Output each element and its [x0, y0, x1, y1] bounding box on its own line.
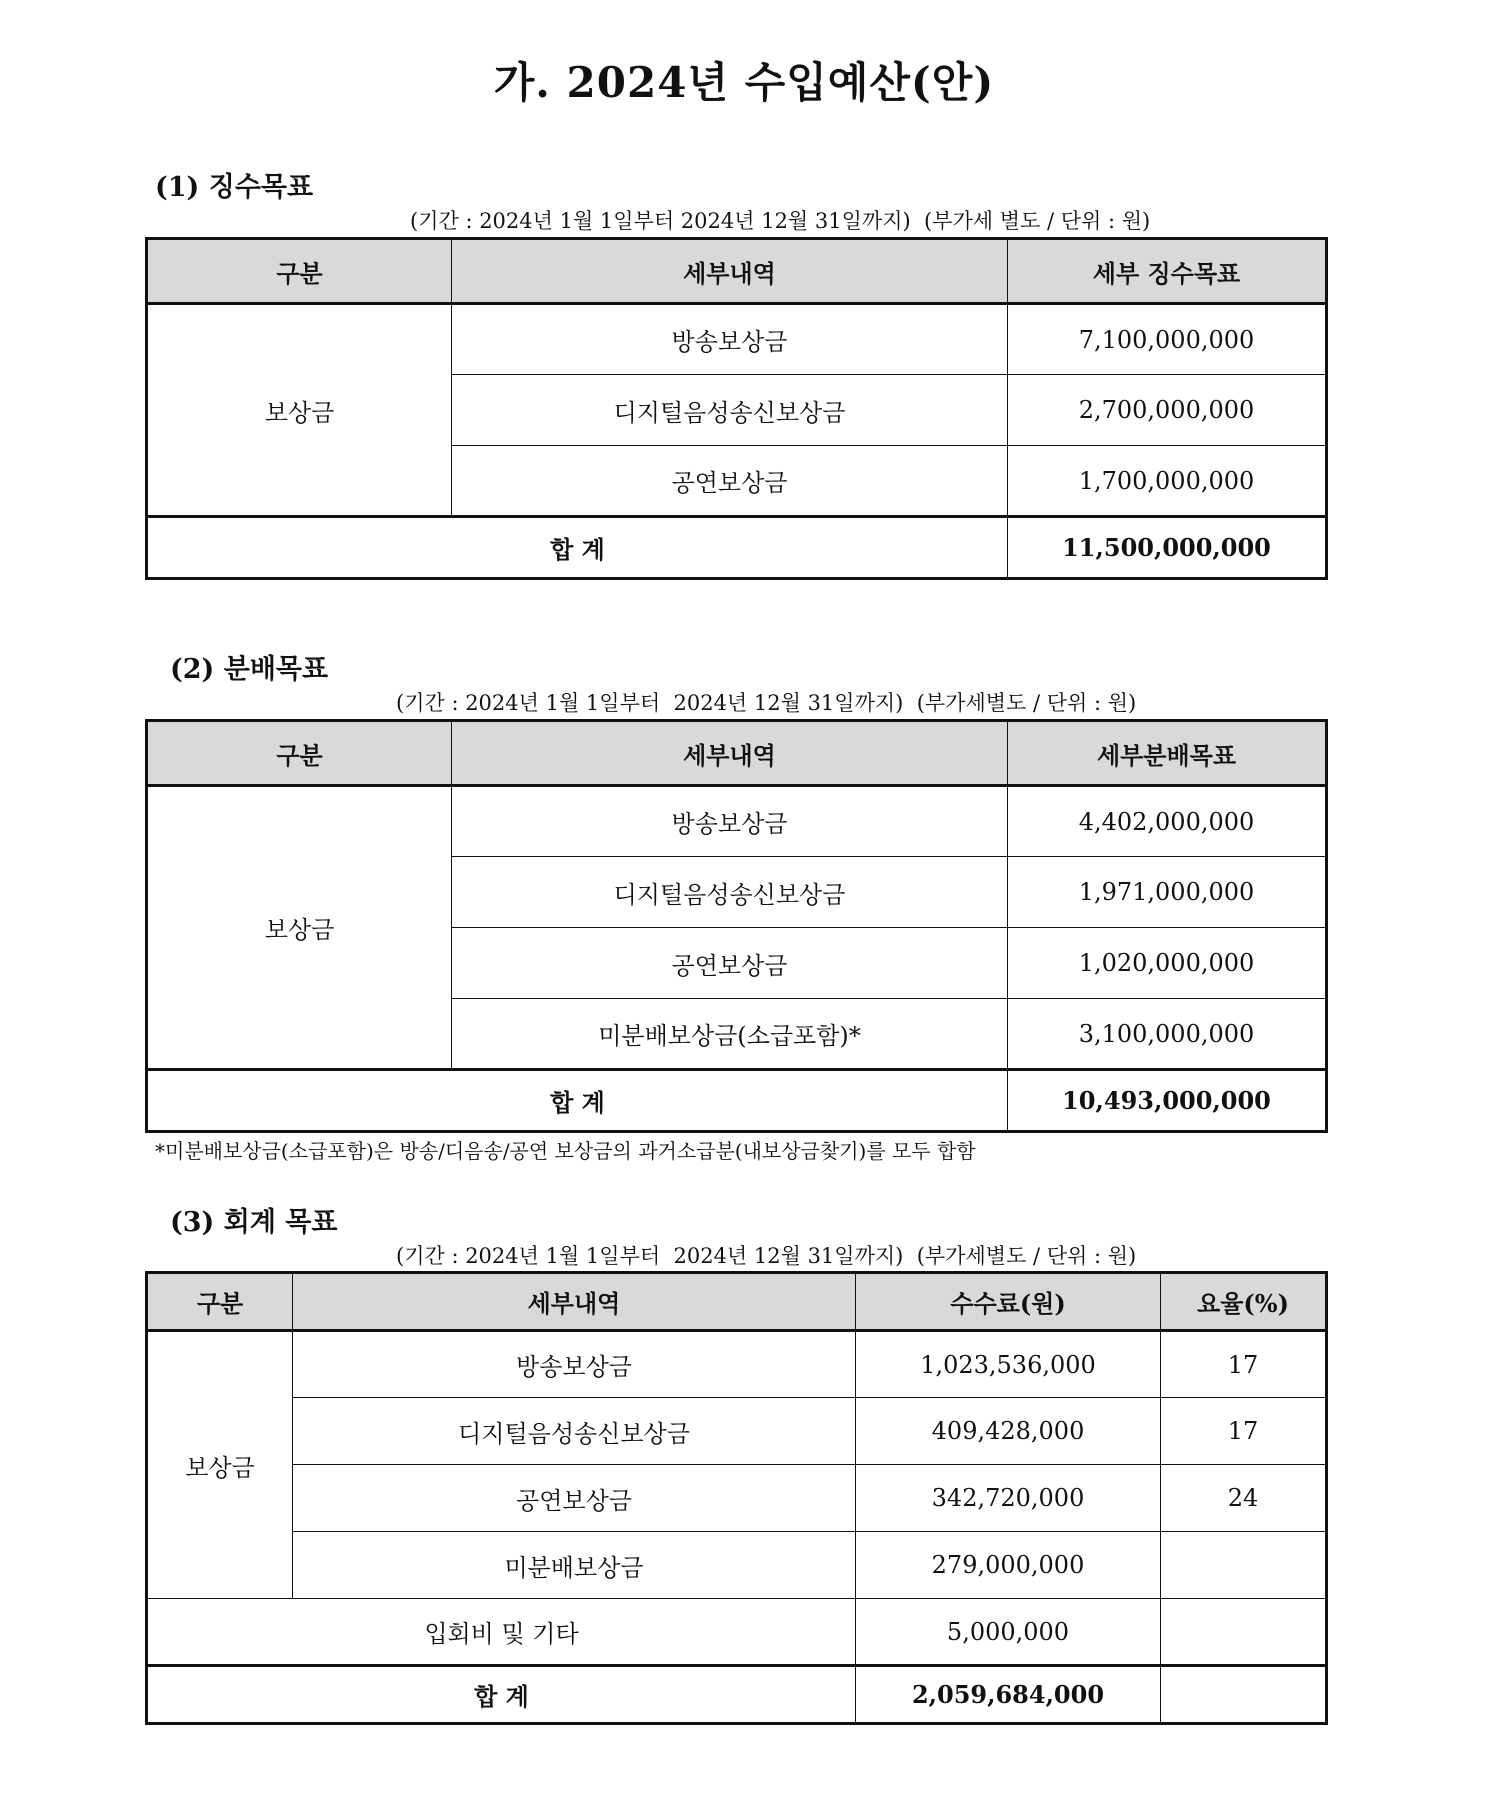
table-row	[147, 1532, 1327, 1599]
total-fee: 2,059,684,000	[856, 1666, 1161, 1724]
document-title: 가. 2024년 수입예산(안)	[493, 58, 995, 107]
rate-cell: 17	[1161, 1331, 1327, 1398]
other-fee: 5,000,000	[856, 1599, 1161, 1666]
amount-cell: 1,020,000,000	[1008, 928, 1327, 999]
section3-heading: (3) 회계 목표	[170, 1207, 338, 1238]
table-row	[147, 1331, 1327, 1398]
fee-cell: 409,428,000	[856, 1398, 1161, 1465]
detail-cell: 방송보상금	[293, 1331, 856, 1398]
detail-cell: 디지털음성송신보상금	[452, 857, 1008, 928]
detail-cell: 미분배보상금(소급포함)*	[452, 999, 1008, 1070]
table-row	[147, 304, 1327, 375]
detail-cell: 공연보상금	[452, 928, 1008, 999]
section2-heading: (2) 분배목표	[170, 654, 329, 685]
rate-cell	[1161, 1599, 1327, 1666]
col-header-detail: 세부내역	[293, 1273, 856, 1331]
detail-cell: 방송보상금	[452, 786, 1008, 857]
amount-cell: 1,700,000,000	[1008, 446, 1327, 517]
detail-cell: 미분배보상금	[293, 1532, 856, 1599]
col-header-category: 구분	[147, 721, 452, 786]
section2-period: (기간 : 2024년 1월 1일부터 2024년 12월 31일까지) (부가세별도 / 단위 : 원)	[396, 691, 1137, 715]
other-label: 입회비 및 기타	[147, 1599, 856, 1666]
category-cell: 보상금	[147, 786, 452, 1070]
accounting-target-table	[145, 1271, 1328, 1725]
section1-period: (기간 : 2024년 1월 1일부터 2024년 12월 31일까지) (부가세 별도 / 단위 : 원)	[410, 209, 1151, 233]
detail-cell: 공연보상금	[452, 446, 1008, 517]
table-row	[147, 1465, 1327, 1532]
footnote: *미분배보상금(소급포함)은 방송/디음송/공연 보상금의 과거소급분(내보상금찾기)를 모두 합함	[155, 1139, 976, 1163]
distribution-target-table	[145, 719, 1328, 1133]
fee-cell: 342,720,000	[856, 1465, 1161, 1532]
col-header-target: 세부분배목표	[1008, 721, 1327, 786]
total-label: 합 계	[147, 517, 1008, 579]
total-row	[147, 517, 1327, 579]
detail-cell: 디지털음성송신보상금	[452, 375, 1008, 446]
rate-cell	[1161, 1666, 1327, 1724]
rate-cell: 17	[1161, 1398, 1327, 1465]
rate-cell: 24	[1161, 1465, 1327, 1532]
table-row	[147, 1398, 1327, 1465]
detail-cell: 방송보상금	[452, 304, 1008, 375]
col-header-rate: 요율(%)	[1161, 1273, 1327, 1331]
rate-cell	[1161, 1532, 1327, 1599]
detail-cell: 디지털음성송신보상금	[293, 1398, 856, 1465]
amount-cell: 4,402,000,000	[1008, 786, 1327, 857]
table-row	[147, 786, 1327, 857]
total-label: 합 계	[147, 1666, 856, 1724]
col-header-fee: 수수료(원)	[856, 1273, 1161, 1331]
amount-cell: 2,700,000,000	[1008, 375, 1327, 446]
col-header-target: 세부 징수목표	[1008, 239, 1327, 304]
amount-cell: 7,100,000,000	[1008, 304, 1327, 375]
total-row	[147, 1070, 1327, 1132]
total-row	[147, 1666, 1327, 1724]
col-header-category: 구분	[147, 1273, 293, 1331]
collection-target-table	[145, 237, 1328, 580]
category-cell: 보상금	[147, 1331, 293, 1599]
category-cell: 보상금	[147, 304, 452, 517]
total-amount: 11,500,000,000	[1008, 517, 1327, 579]
detail-cell: 공연보상금	[293, 1465, 856, 1532]
section1-heading: (1) 징수목표	[155, 172, 314, 203]
amount-cell: 3,100,000,000	[1008, 999, 1327, 1070]
total-label: 합 계	[147, 1070, 1008, 1132]
section3-period: (기간 : 2024년 1월 1일부터 2024년 12월 31일까지) (부가세별도 / 단위 : 원)	[396, 1244, 1137, 1268]
fee-cell: 279,000,000	[856, 1532, 1161, 1599]
amount-cell: 1,971,000,000	[1008, 857, 1327, 928]
col-header-detail: 세부내역	[452, 721, 1008, 786]
table-row	[147, 1599, 1327, 1666]
col-header-category: 구분	[147, 239, 452, 304]
total-amount: 10,493,000,000	[1008, 1070, 1327, 1132]
col-header-detail: 세부내역	[452, 239, 1008, 304]
fee-cell: 1,023,536,000	[856, 1331, 1161, 1398]
